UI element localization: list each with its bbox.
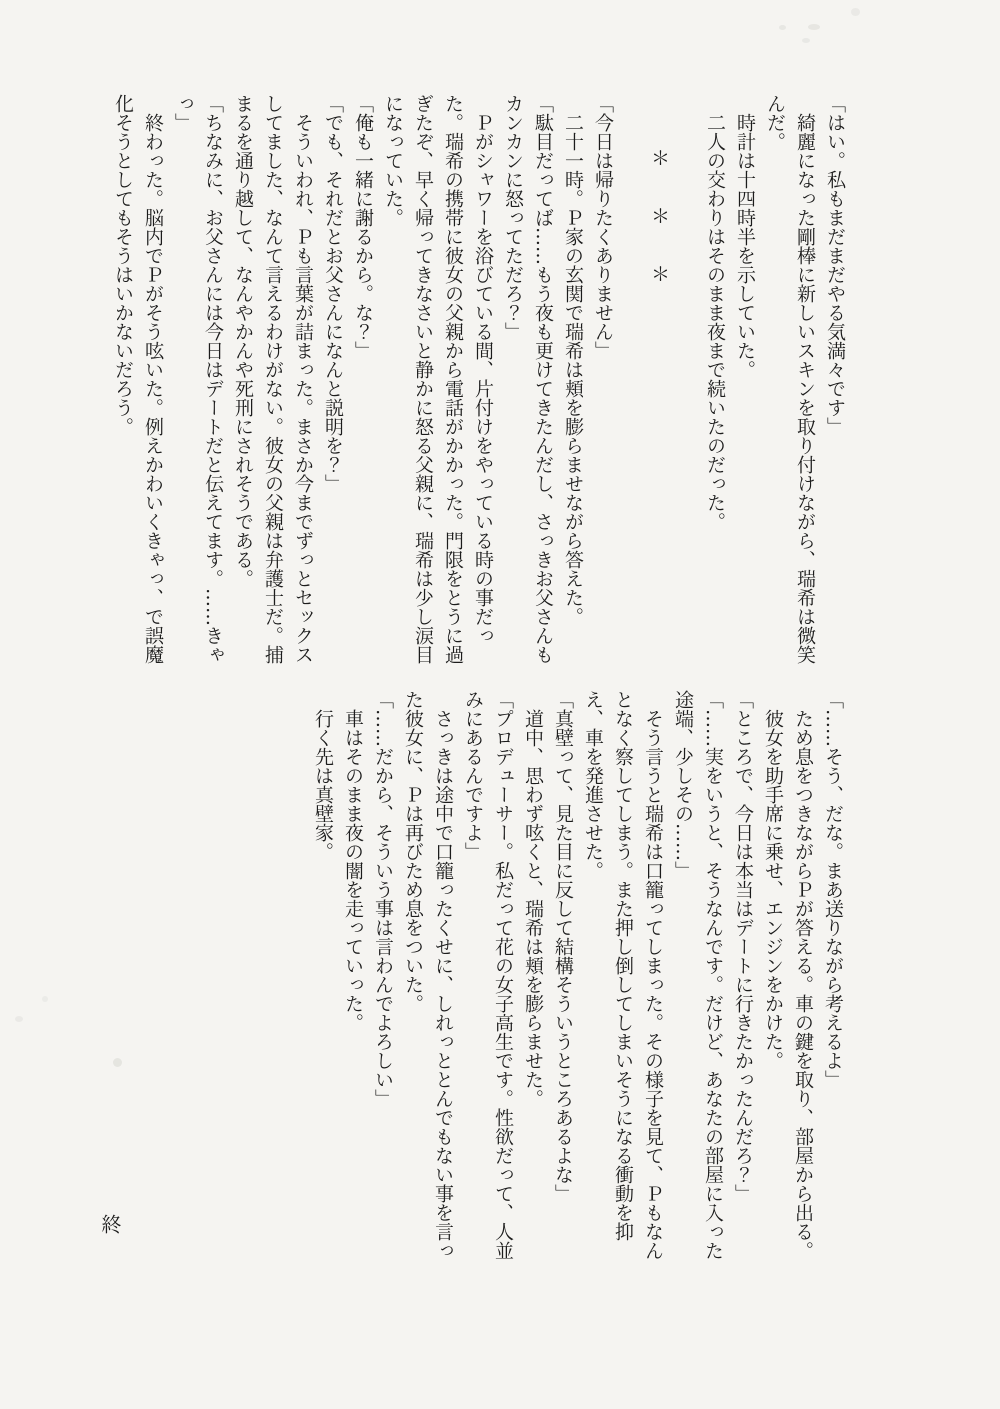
paragraph: 「ところで、今日は本当はデートに行きたかったんだろ？」 <box>732 690 754 1203</box>
scan-speck <box>113 1058 122 1067</box>
paragraph: 「……そう、だな。まあ送りながら考えるよ」 <box>822 690 844 1089</box>
paragraph: ため息をつきながらＰが答える。車の鍵を取り、部屋から出る。 <box>792 690 814 1260</box>
scan-speck <box>802 38 810 43</box>
paragraph: 「でも、それだとお父さんになんと説明を？」 <box>322 94 344 493</box>
scan-speck <box>779 25 786 30</box>
text-block-bottom <box>308 690 848 1260</box>
paragraph: さっきは途中で口籠ったくせに、しれっととんでもない事を言った彼女に、Ｐは再びため息をついた。 <box>402 690 454 1260</box>
paragraph: 二人の交わりはそのまま夜まで続いたのだった。 <box>704 94 726 531</box>
paragraph: 「駄目だってば……もう夜も更けてきたんだし、さっきお父さんもカンカンに怒ってただろ？」 <box>502 94 554 664</box>
paragraph: Ｐがシャワーを浴びている間、片付けをやっている時の事だった。瑞希の携帯に彼女の父親から電話がかかった。門限をとうに過ぎたぞ、早く帰ってきなさいと静かに怒る父親に、瑞希は少し涙目になっていた。 <box>382 94 494 664</box>
paragraph: 綺麗になった剛棒に新しいスキンを取り付けながら、瑞希は微笑んだ。 <box>764 94 816 664</box>
paragraph: そう言うと瑞希は口籠ってしまった。その様子を見て、Ｐもなんとなく察してしまう。また押し倒してしまいそうになる衝動を抑え、車を発進させた。 <box>582 690 664 1260</box>
paragraph: 行く先は真壁家。 <box>312 690 334 861</box>
paragraph: 彼女を助手席に乗せ、エンジンをかけた。 <box>762 690 784 1070</box>
text-block-top <box>108 94 850 664</box>
paragraph: 道中、思わず呟くと、瑞希は頬を膨らませた。 <box>522 690 544 1108</box>
end-mark: 終 <box>98 1214 122 1234</box>
scan-speck <box>42 996 48 1002</box>
paragraph: 「……だから、そういう事は言わんでよろしい」 <box>372 690 394 1108</box>
section-separator: ＊ ＊ ＊ <box>648 148 670 293</box>
scan-speck <box>808 24 820 30</box>
paragraph: そういわれ、Ｐも言葉が詰まった。まさか今までずっとセックスしてました、なんて言えるわけがない。彼女の父親は弁護士だ。捕まるを通り越して、なんやかんや死刑にされそうである。 <box>232 94 314 664</box>
paragraph: 「プロデューサー。私だって花の女子高生です。性欲だって、人並みにあるんですよ」 <box>462 690 514 1260</box>
paragraph: 二十一時。Ｐ家の玄関で瑞希は頬を膨らませながら答えた。 <box>562 94 584 626</box>
paragraph: 「……実をいうと、そうなんです。だけど、あなたの部屋に入った途端、少しその……」 <box>672 690 724 1260</box>
scan-speck <box>851 8 860 16</box>
paragraph: 車はそのまま夜の闇を走っていった。 <box>342 690 364 1032</box>
paragraph: 「はい。私もまだまだやる気満々です」 <box>824 94 846 436</box>
paragraph: 時計は十四時半を示していた。 <box>734 94 756 379</box>
scan-speck <box>15 1016 23 1022</box>
paragraph: 「ちなみに、お父さんには今日はデートだと伝えてます。……きゃっ」 <box>172 94 224 664</box>
paragraph: 「俺も一緒に謝るから。な？」 <box>352 94 374 360</box>
paragraph: 「今日は帰りたくありません」 <box>592 94 614 360</box>
paragraph: 「真壁って、見た目に反して結構そういうところあるよな」 <box>552 690 574 1203</box>
paragraph: 終わった。脳内でＰがそう呟いた。例えかわいくきゃっ、で誤魔化そうとしてもそうはいかないだろう。 <box>112 94 164 664</box>
